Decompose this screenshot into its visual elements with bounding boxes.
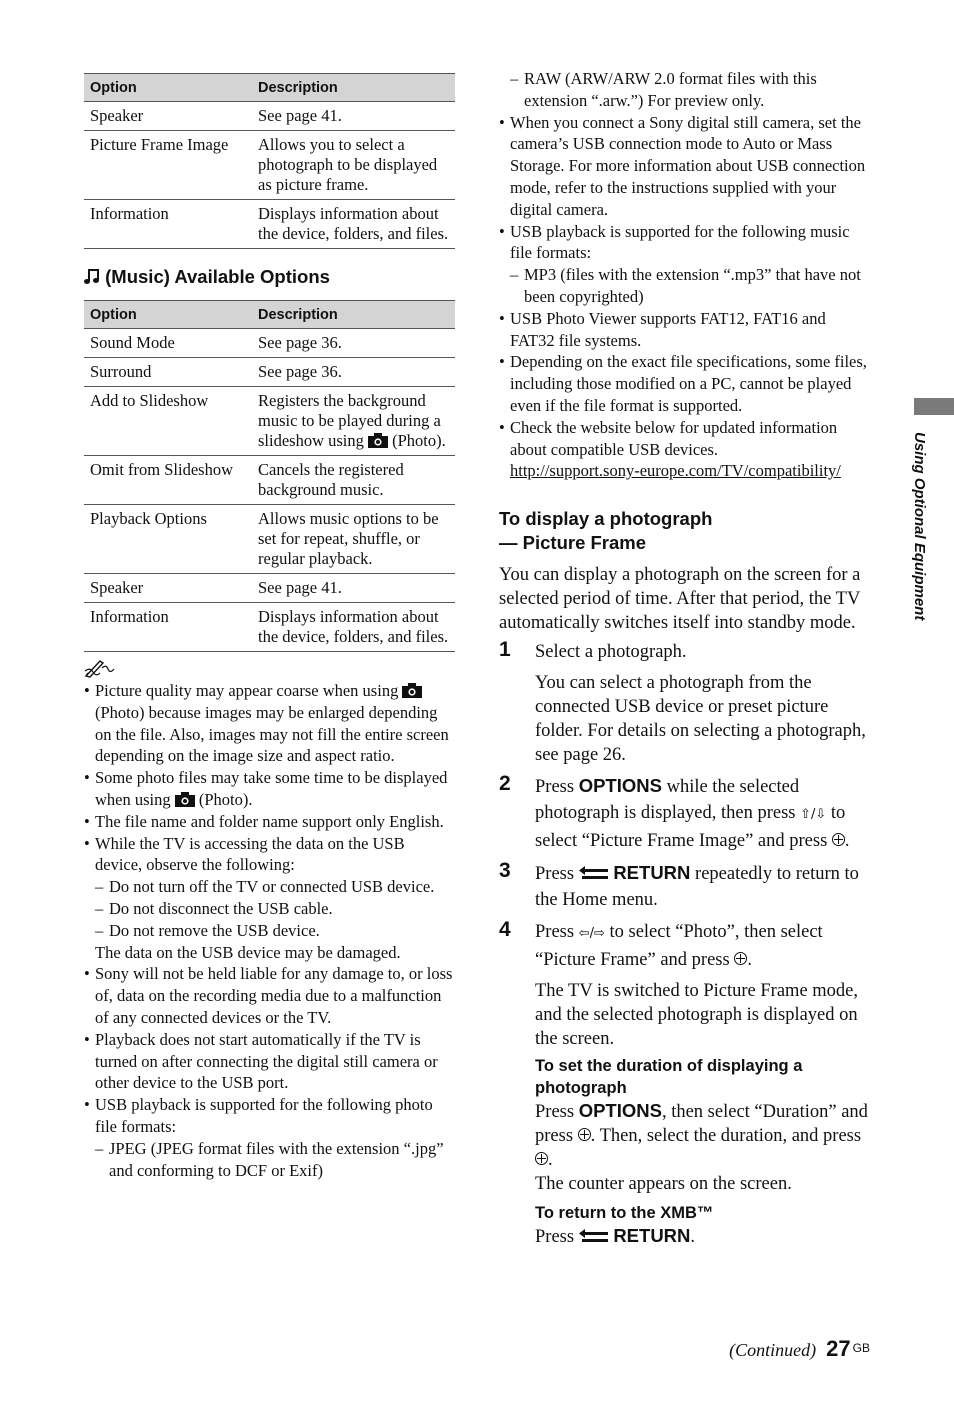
music-options-title: (Music) Available Options xyxy=(105,266,330,287)
note-item: • USB playback is supported for the following music file formats: xyxy=(499,221,871,265)
heading-line: — Picture Frame xyxy=(499,532,647,554)
description-cell: See page 41. xyxy=(252,102,455,131)
step-2: 2 Press OPTIONS while the selected photograph is displayed, then press ⇧/⇩ to select “Picture Frame Image” and press . xyxy=(499,772,850,852)
link-wrap xyxy=(499,460,871,482)
description-cell: Cancels the registered background music. xyxy=(252,456,455,505)
column-header-description: Description xyxy=(252,301,455,329)
option-cell: Speaker xyxy=(84,574,252,603)
music-options-table xyxy=(84,300,455,652)
table-row xyxy=(84,131,455,200)
camera-icon xyxy=(402,683,422,698)
left-column xyxy=(84,73,455,1181)
step-text: repeatedly to return to the Home menu. xyxy=(535,864,859,911)
compatibility-link[interactable]: http://support.sony-europe.com/TV/compatibility/ xyxy=(510,461,841,481)
duration-section xyxy=(499,1055,871,1196)
note-item: • While the TV is accessing the data on the USB device, observe the following: xyxy=(84,833,455,877)
note-item xyxy=(84,680,455,767)
table-row xyxy=(84,456,455,505)
duration-heading: To set the duration of displaying a photograph xyxy=(535,1057,803,1098)
note-text: (Photo) because images may be enlarged depending on the file. Also, images may not fill the entire screen depending on the image size and aspect ratio. xyxy=(95,702,449,766)
duration-part: , then select “Duration” and press xyxy=(535,1102,868,1147)
music-options-heading xyxy=(84,266,455,288)
column-header-option: Option xyxy=(84,301,252,329)
note-text: RAW (ARW/ARW 2.0 format files with this extension “.arw.”) For preview only. xyxy=(524,69,817,110)
duration-text: Press OPTIONS, then select “Duration” and press . Then, select the duration, and press . xyxy=(535,1100,868,1171)
step-text: to select “Photo”, then select “Picture Frame” and press xyxy=(535,922,823,971)
note-subitem: – JPEG (JPEG format files with the extension “.jpg” and conforming to DCF or Exif) xyxy=(95,1138,444,1180)
note-item: • USB playback is supported for the following photo file formats: xyxy=(84,1094,455,1138)
note-text: Do not remove the USB device. xyxy=(109,920,320,940)
enter-icon xyxy=(832,833,845,846)
option-cell: Omit from Slideshow xyxy=(84,456,252,505)
step-text: Press xyxy=(535,922,579,943)
return-keyword: RETURN xyxy=(613,1225,691,1247)
note-item: • Playback does not start automatically if the TV is turned on after connecting the digital still camera or other device to the USB port. xyxy=(84,1029,455,1094)
table-row xyxy=(84,102,455,131)
step-1-body: You can select a photograph from the connected USB device or preset picture folder. For details on selecting a photograph, see page 26. xyxy=(535,673,866,766)
music-note-icon xyxy=(84,268,100,285)
intro-paragraph: You can display a photograph on the screen for a selected period of time. After that period, the TV automatically switches itself into standby mode. xyxy=(499,565,861,634)
table-row xyxy=(84,200,455,249)
camera-icon xyxy=(368,433,388,448)
table-row xyxy=(84,358,455,387)
step-number: 4 xyxy=(499,918,511,942)
note-subitem: – MP3 (files with the extension “.mp3” that have not been copyrighted) xyxy=(510,265,861,306)
note-item: • Check the website below for updated information about compatible USB devices. xyxy=(499,417,871,461)
option-cell: Playback Options xyxy=(84,505,252,574)
description-cell: Displays information about the device, folders, and files. xyxy=(252,200,455,249)
option-cell: Speaker xyxy=(84,102,252,131)
note-item: • The file name and folder name support only English. xyxy=(84,811,455,833)
region-code: GB xyxy=(852,1341,870,1355)
note-subitem: – Do not remove the USB device. xyxy=(95,920,320,940)
xmb-part: Press xyxy=(535,1227,579,1248)
page-number: 27 xyxy=(826,1336,851,1361)
step-number: 1 xyxy=(499,638,511,662)
note-continuation: The data on the USB device may be damaged. xyxy=(95,942,401,962)
enter-icon xyxy=(734,952,747,965)
options-keyword: OPTIONS xyxy=(578,775,662,797)
duration-part: Press xyxy=(535,1102,579,1123)
section-tab-marker xyxy=(914,398,954,415)
description-cell: See page 36. xyxy=(252,329,455,358)
description-cell: Displays information about the device, folders, and files. xyxy=(252,603,455,652)
step-text: while the selected photograph is displayed, then press xyxy=(535,777,801,824)
column-header-option: Option xyxy=(84,74,252,102)
counter-text: The counter appears on the screen. xyxy=(535,1174,792,1195)
notes-list xyxy=(84,680,455,1181)
page-footer xyxy=(729,1336,870,1362)
options-table xyxy=(84,73,455,249)
note-pencil-icon xyxy=(84,658,116,678)
step-3 xyxy=(499,860,871,913)
notes-continued xyxy=(499,68,871,482)
note-subitem: – RAW (ARW/ARW 2.0 format files with this extension “.arw.”) For preview only. xyxy=(510,69,817,110)
description-cell xyxy=(252,387,455,456)
duration-part: . Then, select the duration, and press xyxy=(590,1126,862,1147)
table-row xyxy=(84,387,455,456)
step-number: 2 xyxy=(499,772,511,796)
camera-icon xyxy=(175,792,195,807)
note-text: Do not turn off the TV or connected USB device. xyxy=(109,877,435,897)
step-text: Press xyxy=(535,864,579,885)
table-row xyxy=(84,329,455,358)
note-text: (Photo). xyxy=(194,789,253,809)
step-1 xyxy=(499,639,871,665)
note-text: Picture quality may appear coarse when using xyxy=(95,681,403,700)
xmb-heading: To return to the XMB™ xyxy=(535,1204,714,1223)
option-cell: Information xyxy=(84,603,252,652)
description-cell: Allows music options to be set for repeat, shuffle, or regular playback. xyxy=(252,505,455,574)
picture-frame-heading xyxy=(499,507,871,555)
note-text: JPEG (JPEG format files with the extension “.jpg” and conforming to DCF or Exif) xyxy=(109,1138,444,1180)
side-section-label: Using Optional Equipment xyxy=(911,432,928,621)
right-column xyxy=(499,68,871,1249)
option-cell: Information xyxy=(84,200,252,249)
description-cell: Allows you to select a photograph to be displayed as picture frame. xyxy=(252,131,455,200)
step-4: 4 Press ⇦/⇨ to select “Photo”, then select “Picture Frame” and press . xyxy=(499,918,823,971)
step-number: 3 xyxy=(499,859,511,883)
enter-icon xyxy=(535,1152,548,1165)
description-cell: See page 41. xyxy=(252,574,455,603)
table-row xyxy=(84,505,455,574)
table-row xyxy=(84,603,455,652)
note-subitem: – Do not disconnect the USB cable. xyxy=(95,898,333,918)
step-text: Press xyxy=(535,777,579,798)
note-subitem: – Do not turn off the TV or connected USB device. xyxy=(95,877,435,897)
return-icon xyxy=(579,1229,609,1243)
note-text: Some photo files may take some time to be displayed when using xyxy=(95,768,448,809)
continued-label: (Continued) xyxy=(729,1340,817,1360)
description-text: Registers the background music to be played during a slideshow using xyxy=(258,391,441,450)
options-keyword: OPTIONS xyxy=(578,1100,662,1122)
option-cell: Picture Frame Image xyxy=(84,131,252,200)
heading-line: To display a photograph xyxy=(499,508,713,530)
note-item: • Depending on the exact file specifications, some files, including those modified on a PC, cannot be played even if the file format is supported. xyxy=(499,351,871,416)
step-text: Select a photograph. xyxy=(535,642,687,663)
return-keyword: RETURN xyxy=(613,862,691,884)
note-item: • Sony will not be held liable for any damage to, or loss of, data on the recording media due to a malfunction of any connected devices or the TV. xyxy=(84,963,455,1028)
return-icon xyxy=(579,866,609,880)
option-cell: Sound Mode xyxy=(84,329,252,358)
description-text: (Photo). xyxy=(388,431,446,450)
xmb-text: Press RETURN. xyxy=(535,1225,696,1248)
enter-icon xyxy=(578,1128,591,1141)
note-item: • USB Photo Viewer supports FAT12, FAT16 and FAT32 file systems. xyxy=(499,308,871,352)
note-text: Do not disconnect the USB cable. xyxy=(109,898,333,918)
xmb-section xyxy=(499,1202,871,1249)
description-cell: See page 36. xyxy=(252,358,455,387)
left-right-arrow-icon: ⇦/⇨ xyxy=(578,926,605,942)
option-cell: Add to Slideshow xyxy=(84,387,252,456)
option-cell: Surround xyxy=(84,358,252,387)
up-down-arrow-icon: ⇧/⇩ xyxy=(800,807,827,823)
note-item xyxy=(84,767,455,811)
column-header-description: Description xyxy=(252,74,455,102)
step-text: to select “Picture Frame Image” and press xyxy=(535,803,846,852)
note-text: MP3 (files with the extension “.mp3” that have not been copyrighted) xyxy=(524,265,861,306)
note-item: • When you connect a Sony digital still camera, set the camera’s USB connection mode to Auto or Mass Storage. For more information about USB connection mode, refer to the instructions supplied with your digital camera. xyxy=(499,112,871,221)
table-row xyxy=(84,574,455,603)
step-4-body: The TV is switched to Picture Frame mode, and the selected photograph is displayed on the screen. xyxy=(535,981,859,1050)
